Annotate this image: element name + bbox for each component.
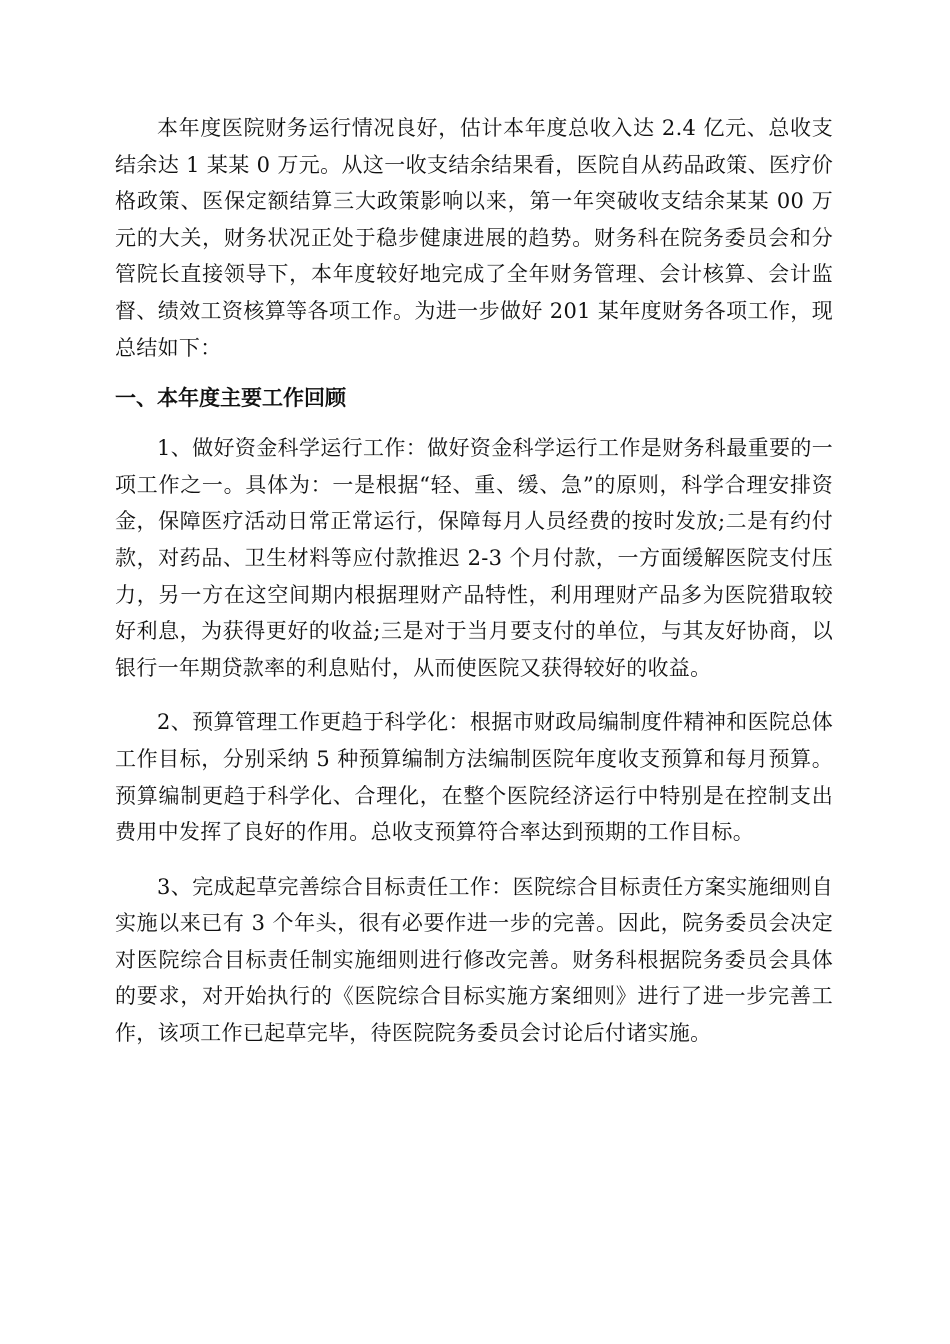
intro-paragraph: 本年度医院财务运行情况良好，估计本年度总收入达 2.4 亿元、总收支结余达 1 某某 0 万元。从这一收支结余结果看，医院自从药品政策、医疗价格政策、医保定额结算三大政策影响以来，第一年突破收支结余某某 00 万元的大关，财务状况正处于稳步健康进展的趋势。财务科在院务委员会和分管院长直接领导下，本年度较好地完成了全年财务管理、会计核算、会计监督、绩效工资核算等各项工作。为进一步做好 201 某年度财务各项工作，现总结如下： — [115, 116, 833, 360]
item-paragraph-1: 1、做好资金科学运行工作：做好资金科学运行工作是财务科最重要的一项工作之一。具体为：一是根据“轻、重、缓、急”的原则，科学合理安排资金，保障医疗活动日常正常运行，保障每月人员经费的按时发放;二是有约付款，对药品、卫生材料等应付款推迟 2-3 个月付款，一方面缓解医院支付压力，另一方在这空间期内根据理财产品特性，利用理财产品多为医院猎取较好利息，为获得更好的收益;三是对于当月要支付的单位，与其友好协商，以银行一年期贷款率的利息贴付，从而使医院又获得较好的收益。 — [115, 436, 833, 680]
item-paragraph-3: 3、完成起草完善综合目标责任工作：医院综合目标责任方案实施细则自实施以来已有 3 个年头，很有必要作进一步的完善。因此，院务委员会决定对医院综合目标责任制实施细则进行修改完善。财务科根据院务委员会具体的要求，对开始执行的《医院综合目标实施方案细则》进行了进一步完善工作，该项工作已起草完毕，待医院院务委员会讨论后付诸实施。 — [115, 874, 833, 1046]
document-page — [115, 110, 833, 1052]
item-paragraph-2: 2、预算管理工作更趋于科学化：根据市财政局编制度件精神和医院总体工作目标，分别采纳 5 种预算编制方法编制医院年度收支预算和每月预算。预算编制更趋于科学化、合理化，在整个医院经济运行中特别是在控制支出费用中发挥了良好的作用。总收支预算符合率达到预期的工作目标。 — [115, 710, 833, 845]
section-heading: 一、本年度主要工作回顾 — [115, 386, 346, 411]
